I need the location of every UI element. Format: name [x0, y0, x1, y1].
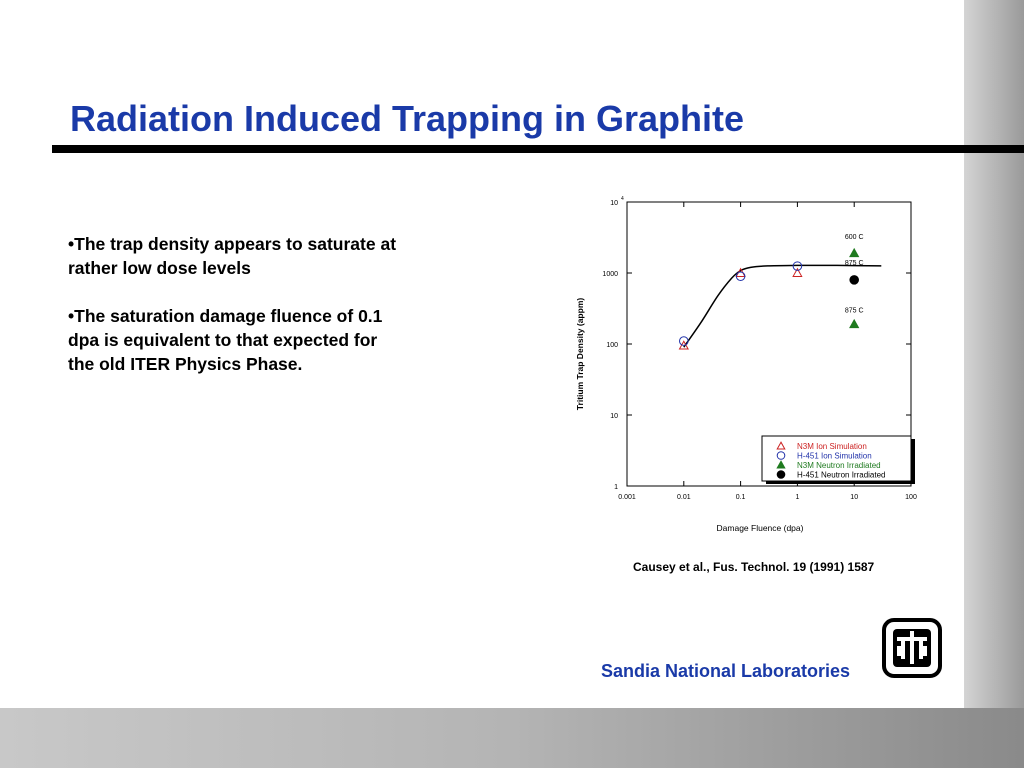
trap-density-chart	[560, 186, 940, 556]
data-point	[850, 276, 859, 285]
x-tick-label: 100	[905, 494, 917, 501]
data-point	[793, 269, 802, 277]
legend-label: H-451 Ion Simulation	[797, 451, 872, 461]
x-tick-label: 10	[850, 494, 859, 501]
y-axis-label: Tritium Trap Density (appm)	[575, 297, 585, 411]
legend	[762, 436, 915, 484]
sandia-thunderbird-logo-icon	[882, 618, 942, 678]
data-point	[850, 320, 859, 328]
x-tick-label: 0.01	[676, 494, 691, 501]
bullet-list	[68, 232, 408, 400]
x-axis-label: Damage Fluence (dpa)	[716, 523, 804, 533]
legend-marker	[777, 471, 785, 479]
y-tick-label: 10	[610, 200, 618, 207]
data-points	[680, 249, 859, 349]
right-gray-band	[964, 0, 1024, 768]
temperature-annotation: 600 C	[844, 234, 864, 242]
bullet-item: •The trap density appears to saturate at rather low dose levels	[68, 234, 397, 278]
y-tick-label: 100	[606, 342, 618, 349]
x-tick-label: 0.001	[618, 494, 636, 501]
x-tick-label: 0.1	[735, 494, 746, 501]
y-tick-label: 1000	[602, 271, 618, 278]
legend-label: N3M Neutron Irradiated	[797, 460, 881, 470]
y-tick-label: 1	[614, 484, 618, 491]
temperature-annotation: 875 C	[844, 259, 864, 267]
bullet-item: •The saturation damage fluence of 0.1 dpa is equivalent to that expected for the old ITER Physics Phase.	[68, 306, 383, 374]
legend-label: N3M Ion Simulation	[797, 441, 867, 451]
organization-name: Sandia National Laboratories	[601, 661, 851, 681]
temperature-annotation: 875 C	[844, 307, 864, 315]
bottom-gray-band	[0, 708, 1024, 768]
citation: Causey et al., Fus. Technol. 19 (1991) 1587	[633, 560, 875, 574]
legend-label: H-451 Neutron Irradiated	[797, 470, 886, 480]
y-tick-superscript: 4	[621, 196, 624, 202]
slide-title: Radiation Induced Trapping in Graphite	[70, 98, 745, 139]
x-tick-label: 1	[795, 494, 800, 501]
title-underline	[52, 145, 1024, 153]
data-point	[850, 249, 859, 257]
y-tick-label: 10	[610, 413, 618, 420]
chart-annotations	[845, 234, 864, 314]
